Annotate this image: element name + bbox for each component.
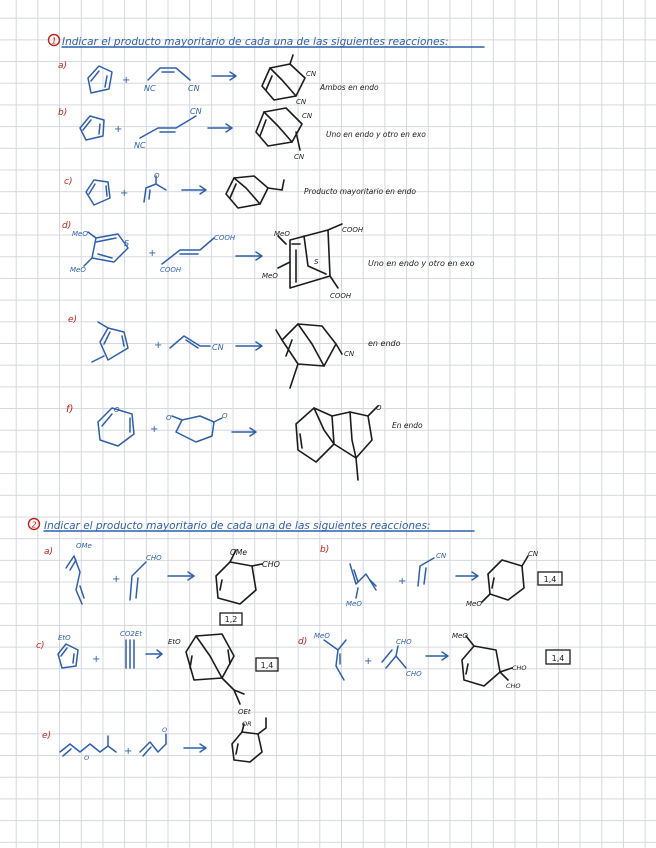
item-1b-plus: +: [114, 124, 123, 135]
item-1a-product: [262, 55, 305, 100]
item-2b-group-2: MeO: [346, 600, 362, 608]
item-1d-group-5: COOH: [160, 266, 182, 274]
item-1a-product-group-2: CN: [296, 98, 307, 106]
item-2c-group-2: CO2Et: [120, 630, 143, 638]
item-1a-plus: +: [122, 75, 131, 86]
item-1d-group-4: COOH: [214, 234, 236, 242]
item-1c-product: [226, 176, 284, 208]
item-1c-note: Producto mayoritario en endo: [304, 187, 416, 196]
item-1f-group-3: O: [222, 412, 228, 420]
item-2b-dienophile: [418, 558, 434, 586]
item-2a-plus: +: [112, 574, 121, 585]
item-1e-product: [276, 324, 342, 388]
item-1e-plus: +: [154, 340, 163, 351]
item-1e-arrow: [236, 342, 262, 350]
item-2b-plus: +: [398, 576, 407, 587]
item-1d-dienophile: [162, 238, 214, 264]
item-1a-diene: [88, 66, 112, 93]
item-2d-arrow: [426, 652, 448, 660]
item-1c-diene: [86, 180, 110, 205]
item-2a-product-group-1: OMe: [230, 548, 247, 557]
item-2d-tag: 1,4: [551, 654, 565, 663]
item-2d-group-2: CHO: [396, 638, 412, 646]
item-2a-dienophile: [130, 562, 146, 600]
item-2e-arrow: [184, 744, 206, 752]
item-1e-product-group-1: CN: [344, 350, 355, 358]
item-2c-diene: [58, 644, 78, 668]
item-2e-plus: +: [124, 746, 133, 757]
item-2d-letter: d): [298, 637, 308, 647]
item-1b-product-group-1: CN: [302, 112, 313, 120]
item-1d-diene: [84, 232, 128, 266]
item-1f-plus: +: [150, 424, 159, 435]
item-2d-product: [462, 636, 512, 686]
item-1d-letter: d): [62, 221, 72, 231]
item-1c-letter: c): [64, 177, 73, 187]
section2-title: Indicar el producto mayoritario de cada una de las siguientes reacciones:: [44, 520, 431, 532]
item-2d-plus: +: [364, 656, 373, 667]
item-2c-plus: +: [92, 654, 101, 665]
item-2a-product-group-2: CHO: [262, 560, 280, 569]
item-1e-note: en endo: [368, 339, 401, 348]
item-2c-product: [186, 634, 244, 704]
item-2e-group-2: O: [162, 726, 168, 734]
item-1f-dienophile: [172, 416, 222, 442]
item-1b-arrow: [208, 124, 232, 132]
item-1f-product: [296, 406, 378, 480]
item-2d-group-3: CHO: [406, 670, 422, 678]
item-2c-arrow: [146, 650, 162, 658]
item-1a-letter: a): [58, 61, 68, 71]
item-1d-arrow: [236, 252, 262, 260]
item-1d-plus: +: [148, 248, 157, 259]
item-2c-dienophile: [126, 640, 134, 668]
item-1b-letter: b): [58, 108, 68, 118]
item-1b-group-1: NC: [134, 141, 146, 150]
item-2d-group-1: MeO: [314, 632, 330, 640]
item-2b-tag: 1,4: [543, 575, 557, 584]
item-1f-arrow: [232, 428, 256, 436]
item-2a-group-1: OMe: [76, 542, 92, 550]
item-2e-product-group-1: OR: [242, 720, 252, 728]
item-2c-product-group-2: OEt: [238, 708, 251, 716]
item-2b-product: [482, 556, 528, 602]
item-2c-group-1: EtO: [58, 634, 71, 642]
item-1d-product-group-4: COOH: [342, 226, 364, 234]
item-1f-letter: f): [66, 404, 74, 415]
item-2b-product-group-1: CN: [528, 550, 539, 558]
item-1c-group-1: O: [154, 172, 160, 180]
item-1d-product-group-5: COOH: [330, 292, 352, 300]
item-1e-group-1: CN: [212, 343, 224, 352]
item-2b-letter: b): [320, 545, 330, 555]
item-1c-plus: +: [120, 188, 129, 199]
item-2b-product-group-2: MeO: [466, 600, 482, 608]
item-1e-letter: e): [68, 315, 78, 325]
item-2a-diene: [66, 556, 84, 604]
item-2a-tag: 1,2: [224, 615, 238, 624]
item-1f-product-group-1: O: [376, 404, 382, 412]
item-1a-group-1: NC: [144, 84, 156, 93]
section1-title: Indicar el producto mayoritario de cada una de las siguientes reacciones:: [62, 36, 449, 48]
item-2e-letter: e): [42, 731, 52, 741]
item-2c-letter: c): [36, 641, 45, 651]
item-2a-product: [216, 550, 262, 604]
item-2d-dienophile: [382, 646, 406, 668]
item-2a-arrow: [168, 572, 194, 580]
item-1d-product-group-3: S: [314, 258, 319, 266]
item-1a-arrow: [212, 72, 236, 80]
item-1b-product: [256, 108, 302, 150]
item-2d-diene: [324, 640, 346, 680]
item-1a-note: Ambos en endo: [320, 83, 379, 92]
item-2e-group-1: O: [84, 754, 90, 762]
section2-number: 2: [31, 520, 37, 530]
item-2c-product-group-1: EtO: [168, 638, 181, 646]
item-1e-diene: [92, 322, 128, 362]
item-1d-group-1: MeO: [72, 230, 88, 238]
item-1a-product-group-1: CN: [306, 70, 317, 78]
item-1d-group-3: S: [124, 239, 130, 248]
item-1e-dienophile: [170, 336, 210, 348]
item-2b-diene: [350, 564, 376, 598]
item-1b-group-2: CN: [190, 107, 202, 116]
item-1d-product-group-2: MeO: [262, 272, 278, 280]
item-2d-product-group-1: MeO: [452, 632, 468, 640]
item-1a-dienophile: [148, 68, 190, 80]
item-2d-product-group-3: CHO: [506, 682, 521, 690]
item-1b-diene: [80, 116, 104, 140]
item-2d-product-group-2: CHO: [512, 664, 527, 672]
item-2e-dienophile: [140, 734, 166, 756]
section1-number: 1: [51, 36, 57, 46]
item-1d-note: Uno en endo y otro en exo: [368, 259, 475, 268]
item-1a-group-2: CN: [188, 84, 200, 93]
item-1f-note: En endo: [392, 421, 423, 430]
item-2c-tag: 1,4: [260, 661, 274, 670]
item-1d-group-2: MeO: [70, 266, 86, 274]
item-2a-letter: a): [44, 547, 54, 557]
item-2b-group-1: CN: [436, 552, 447, 560]
item-2a-group-2: CHO: [146, 554, 162, 562]
item-1c-arrow: [182, 186, 206, 194]
item-2b-arrow: [456, 572, 478, 580]
item-1b-dienophile: [140, 116, 196, 138]
item-1d-product-group-1: MeO: [274, 230, 290, 238]
item-2e-diene: [60, 736, 116, 756]
item-1f-group-2: O: [166, 414, 172, 422]
item-1b-product-group-2: CN: [294, 153, 305, 161]
item-1f-group-1: O: [114, 406, 120, 414]
item-1b-note: Uno en endo y otro en exo: [326, 130, 426, 139]
